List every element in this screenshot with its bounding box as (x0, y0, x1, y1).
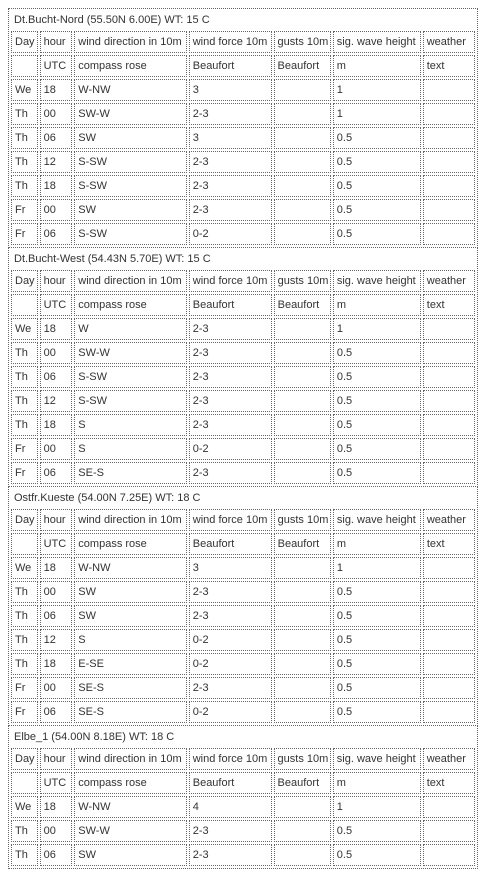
cell-day: Th (11, 103, 38, 125)
cell-weather (423, 462, 475, 484)
cell-wave-height: 0.5 (333, 366, 421, 388)
cell-wind-direction: W (74, 318, 186, 340)
cell-gusts (274, 414, 331, 436)
cell-weather (423, 318, 475, 340)
cell-wave-height: 0.5 (333, 653, 421, 675)
cell-wind-direction: SW-W (74, 103, 186, 125)
cell-weather (423, 629, 475, 651)
cell-day: Fr (11, 438, 38, 460)
header-day: Day (11, 509, 38, 531)
cell-gusts (274, 462, 331, 484)
cell-wind-direction: SW-W (74, 820, 186, 842)
cell-wave-height: 0.5 (333, 581, 421, 603)
cell-weather (423, 127, 475, 149)
cell-day: Th (11, 342, 38, 364)
table-row (11, 175, 475, 197)
table-row (11, 820, 475, 842)
cell-wind-direction: E-SE (74, 653, 186, 675)
unit-weather: text (423, 772, 475, 794)
cell-wind-direction: S-SW (74, 223, 186, 245)
cell-wind-force: 2-3 (189, 318, 272, 340)
cell-hour: 06 (40, 462, 73, 484)
cell-weather (423, 605, 475, 627)
cell-weather (423, 844, 475, 866)
unit-gusts: Beaufort (274, 55, 331, 77)
cell-day: We (11, 557, 38, 579)
cell-wind-force: 3 (189, 557, 272, 579)
cell-wind-direction: SE-S (74, 462, 186, 484)
cell-wave-height: 0.5 (333, 127, 421, 149)
cell-wave-height: 0.5 (333, 438, 421, 460)
table-row (11, 677, 475, 699)
units-row (11, 55, 475, 77)
cell-weather (423, 199, 475, 221)
table-row (11, 414, 475, 436)
cell-wave-height: 1 (333, 103, 421, 125)
table-row (11, 366, 475, 388)
station-title-row (11, 489, 475, 507)
cell-hour: 00 (40, 199, 73, 221)
header-gusts: gusts 10m (274, 31, 331, 53)
cell-hour: 18 (40, 175, 73, 197)
cell-hour: 18 (40, 414, 73, 436)
cell-wave-height: 1 (333, 79, 421, 101)
table-row (11, 605, 475, 627)
cell-weather (423, 342, 475, 364)
cell-wind-direction: SW-W (74, 342, 186, 364)
cell-weather (423, 820, 475, 842)
cell-weather (423, 701, 475, 723)
unit-wind-force: Beaufort (189, 294, 272, 316)
cell-wave-height: 0.5 (333, 414, 421, 436)
cell-day: We (11, 796, 38, 818)
cell-hour: 00 (40, 342, 73, 364)
cell-gusts (274, 318, 331, 340)
cell-day: Fr (11, 199, 38, 221)
cell-hour: 18 (40, 318, 73, 340)
header-wind-force: wind force 10m (189, 270, 272, 292)
cell-gusts (274, 127, 331, 149)
header-wind-direction: wind direction in 10m (74, 509, 186, 531)
cell-weather (423, 581, 475, 603)
station-table (8, 725, 478, 869)
header-gusts: gusts 10m (274, 748, 331, 770)
cell-wind-force: 2-3 (189, 677, 272, 699)
table-row (11, 390, 475, 412)
cell-hour: 06 (40, 366, 73, 388)
cell-day: Th (11, 366, 38, 388)
units-row (11, 533, 475, 555)
unit-hour: UTC (40, 55, 73, 77)
header-wind-force: wind force 10m (189, 509, 272, 531)
cell-hour: 18 (40, 79, 73, 101)
header-wave-height: sig. wave height (333, 748, 421, 770)
cell-hour: 00 (40, 820, 73, 842)
header-row (11, 270, 475, 292)
cell-weather (423, 796, 475, 818)
cell-gusts (274, 605, 331, 627)
cell-hour: 00 (40, 438, 73, 460)
header-wave-height: sig. wave height (333, 270, 421, 292)
cell-hour: 06 (40, 127, 73, 149)
header-hour: hour (40, 748, 73, 770)
cell-wind-direction: W-NW (74, 796, 186, 818)
unit-weather: text (423, 294, 475, 316)
cell-wind-direction: SE-S (74, 677, 186, 699)
table-row (11, 151, 475, 173)
cell-weather (423, 223, 475, 245)
unit-gusts: Beaufort (274, 533, 331, 555)
cell-hour: 06 (40, 844, 73, 866)
forecast-list (8, 8, 478, 869)
cell-wind-force: 4 (189, 796, 272, 818)
cell-hour: 00 (40, 103, 73, 125)
units-row (11, 772, 475, 794)
cell-wind-force: 2-3 (189, 581, 272, 603)
cell-gusts (274, 223, 331, 245)
cell-wind-force: 2-3 (189, 462, 272, 484)
cell-wind-direction: S (74, 629, 186, 651)
unit-day (11, 772, 38, 794)
cell-wind-force: 2-3 (189, 844, 272, 866)
unit-wind-direction: compass rose (74, 533, 186, 555)
cell-day: Th (11, 629, 38, 651)
station-table (8, 8, 478, 248)
cell-weather (423, 438, 475, 460)
table-row (11, 557, 475, 579)
cell-gusts (274, 677, 331, 699)
cell-wind-direction: S-SW (74, 175, 186, 197)
unit-wind-force: Beaufort (189, 533, 272, 555)
cell-wind-force: 2-3 (189, 414, 272, 436)
cell-wave-height: 0.5 (333, 223, 421, 245)
cell-hour: 06 (40, 701, 73, 723)
cell-wave-height: 0.5 (333, 342, 421, 364)
unit-day (11, 294, 38, 316)
cell-gusts (274, 438, 331, 460)
table-row (11, 342, 475, 364)
unit-wind-direction: compass rose (74, 55, 186, 77)
station-title: Elbe_1 (54.00N 8.18E) WT: 18 C (14, 731, 175, 743)
cell-gusts (274, 629, 331, 651)
cell-wind-direction: S (74, 414, 186, 436)
cell-day: Th (11, 820, 38, 842)
cell-wind-force: 2-3 (189, 199, 272, 221)
cell-day: Fr (11, 677, 38, 699)
header-wind-force: wind force 10m (189, 31, 272, 53)
cell-wind-direction: SW (74, 581, 186, 603)
unit-hour: UTC (40, 294, 73, 316)
cell-day: Fr (11, 462, 38, 484)
cell-wind-force: 2-3 (189, 103, 272, 125)
cell-wave-height: 0.5 (333, 462, 421, 484)
table-row (11, 79, 475, 101)
cell-day: Fr (11, 701, 38, 723)
unit-wave-height: m (333, 294, 421, 316)
cell-hour: 18 (40, 796, 73, 818)
cell-day: Th (11, 653, 38, 675)
cell-wind-force: 0-2 (189, 223, 272, 245)
cell-wind-direction: SW (74, 127, 186, 149)
cell-day: Th (11, 414, 38, 436)
header-gusts: gusts 10m (274, 270, 331, 292)
unit-wind-direction: compass rose (74, 294, 186, 316)
cell-wave-height: 0.5 (333, 677, 421, 699)
unit-weather: text (423, 55, 475, 77)
cell-day: Th (11, 390, 38, 412)
cell-gusts (274, 342, 331, 364)
cell-wind-direction: SW (74, 605, 186, 627)
header-hour: hour (40, 270, 73, 292)
cell-wind-force: 0-2 (189, 701, 272, 723)
station-table (8, 486, 478, 726)
header-wind-direction: wind direction in 10m (74, 748, 186, 770)
header-row (11, 509, 475, 531)
unit-day (11, 55, 38, 77)
cell-gusts (274, 701, 331, 723)
cell-wave-height: 1 (333, 796, 421, 818)
cell-day: Th (11, 175, 38, 197)
cell-gusts (274, 103, 331, 125)
cell-day: We (11, 318, 38, 340)
cell-hour: 18 (40, 653, 73, 675)
cell-wave-height: 0.5 (333, 844, 421, 866)
cell-wind-direction: W-NW (74, 79, 186, 101)
cell-wind-force: 0-2 (189, 438, 272, 460)
cell-gusts (274, 581, 331, 603)
table-row (11, 653, 475, 675)
cell-wave-height: 1 (333, 318, 421, 340)
unit-hour: UTC (40, 772, 73, 794)
table-row (11, 629, 475, 651)
cell-weather (423, 557, 475, 579)
cell-wave-height: 0.5 (333, 199, 421, 221)
cell-wind-direction: S-SW (74, 151, 186, 173)
table-row (11, 581, 475, 603)
header-wind-direction: wind direction in 10m (74, 31, 186, 53)
station-title: Dt.Bucht-West (54.43N 5.70E) WT: 15 C (14, 253, 211, 265)
cell-wave-height: 0.5 (333, 820, 421, 842)
header-wind-force: wind force 10m (189, 748, 272, 770)
unit-wave-height: m (333, 55, 421, 77)
station-table (8, 247, 478, 487)
cell-day: Fr (11, 223, 38, 245)
unit-wave-height: m (333, 772, 421, 794)
unit-day (11, 533, 38, 555)
cell-weather (423, 79, 475, 101)
table-row (11, 103, 475, 125)
header-gusts: gusts 10m (274, 509, 331, 531)
cell-day: We (11, 79, 38, 101)
cell-wind-direction: SW (74, 199, 186, 221)
header-wind-direction: wind direction in 10m (74, 270, 186, 292)
cell-wave-height: 0.5 (333, 151, 421, 173)
station-title: Ostfr.Kueste (54.00N 7.25E) WT: 18 C (14, 492, 201, 504)
header-weather: weather (423, 31, 475, 53)
cell-hour: 12 (40, 390, 73, 412)
header-weather: weather (423, 509, 475, 531)
header-wave-height: sig. wave height (333, 509, 421, 531)
cell-gusts (274, 557, 331, 579)
cell-day: Th (11, 844, 38, 866)
cell-wind-force: 2-3 (189, 366, 272, 388)
table-row (11, 796, 475, 818)
cell-gusts (274, 844, 331, 866)
cell-wind-direction: SW (74, 844, 186, 866)
cell-hour: 06 (40, 223, 73, 245)
cell-wave-height: 1 (333, 557, 421, 579)
unit-wind-direction: compass rose (74, 772, 186, 794)
cell-weather (423, 103, 475, 125)
unit-gusts: Beaufort (274, 294, 331, 316)
cell-wind-force: 2-3 (189, 820, 272, 842)
cell-hour: 18 (40, 557, 73, 579)
table-row (11, 199, 475, 221)
cell-wind-direction: S (74, 438, 186, 460)
header-wave-height: sig. wave height (333, 31, 421, 53)
cell-gusts (274, 79, 331, 101)
station-title-row (11, 11, 475, 29)
cell-gusts (274, 199, 331, 221)
cell-wind-force: 0-2 (189, 653, 272, 675)
cell-wave-height: 0.5 (333, 629, 421, 651)
header-row (11, 748, 475, 770)
cell-gusts (274, 653, 331, 675)
unit-wind-force: Beaufort (189, 55, 272, 77)
cell-wind-direction: S-SW (74, 366, 186, 388)
cell-wave-height: 0.5 (333, 605, 421, 627)
cell-weather (423, 653, 475, 675)
cell-gusts (274, 175, 331, 197)
cell-wind-direction: SE-S (74, 701, 186, 723)
cell-weather (423, 366, 475, 388)
cell-gusts (274, 390, 331, 412)
cell-weather (423, 175, 475, 197)
cell-wind-force: 3 (189, 79, 272, 101)
header-day: Day (11, 270, 38, 292)
cell-day: Th (11, 581, 38, 603)
cell-gusts (274, 366, 331, 388)
cell-hour: 00 (40, 581, 73, 603)
units-row (11, 294, 475, 316)
cell-hour: 12 (40, 629, 73, 651)
table-row (11, 701, 475, 723)
table-row (11, 438, 475, 460)
header-day: Day (11, 31, 38, 53)
cell-gusts (274, 820, 331, 842)
cell-wave-height: 0.5 (333, 390, 421, 412)
header-hour: hour (40, 509, 73, 531)
table-row (11, 462, 475, 484)
unit-weather: text (423, 533, 475, 555)
cell-weather (423, 390, 475, 412)
cell-wind-direction: W-NW (74, 557, 186, 579)
cell-hour: 00 (40, 677, 73, 699)
cell-gusts (274, 796, 331, 818)
header-weather: weather (423, 270, 475, 292)
station-title-row (11, 250, 475, 268)
cell-wind-force: 2-3 (189, 342, 272, 364)
unit-gusts: Beaufort (274, 772, 331, 794)
cell-day: Th (11, 605, 38, 627)
cell-wind-force: 0-2 (189, 629, 272, 651)
cell-hour: 12 (40, 151, 73, 173)
table-row (11, 127, 475, 149)
cell-weather (423, 151, 475, 173)
station-title-row (11, 728, 475, 746)
cell-wind-force: 2-3 (189, 605, 272, 627)
cell-gusts (274, 151, 331, 173)
cell-wind-force: 2-3 (189, 175, 272, 197)
table-row (11, 223, 475, 245)
header-day: Day (11, 748, 38, 770)
header-hour: hour (40, 31, 73, 53)
table-row (11, 318, 475, 340)
header-row (11, 31, 475, 53)
cell-hour: 06 (40, 605, 73, 627)
cell-weather (423, 677, 475, 699)
cell-wind-force: 2-3 (189, 151, 272, 173)
cell-wave-height: 0.5 (333, 701, 421, 723)
cell-wind-force: 2-3 (189, 390, 272, 412)
cell-wave-height: 0.5 (333, 175, 421, 197)
unit-wind-force: Beaufort (189, 772, 272, 794)
header-weather: weather (423, 748, 475, 770)
cell-weather (423, 414, 475, 436)
unit-wave-height: m (333, 533, 421, 555)
unit-hour: UTC (40, 533, 73, 555)
cell-day: Th (11, 127, 38, 149)
station-title: Dt.Bucht-Nord (55.50N 6.00E) WT: 15 C (14, 14, 210, 26)
cell-day: Th (11, 151, 38, 173)
cell-wind-force: 3 (189, 127, 272, 149)
cell-wind-direction: S-SW (74, 390, 186, 412)
table-row (11, 844, 475, 866)
